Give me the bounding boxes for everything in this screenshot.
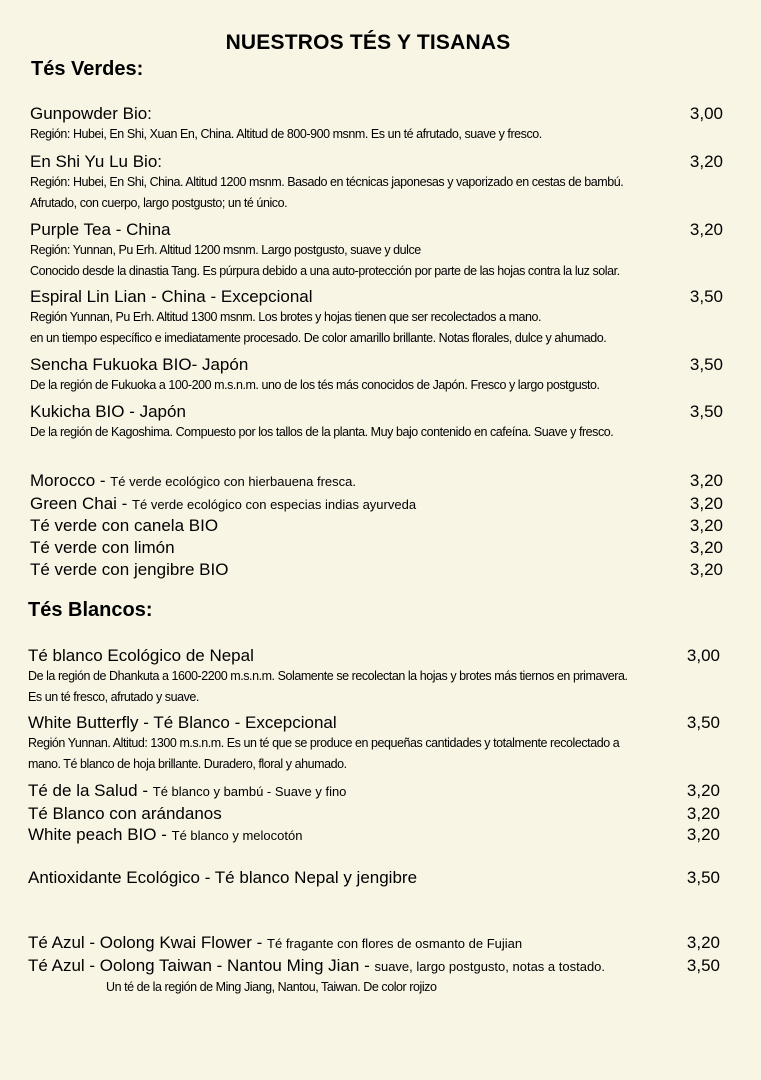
item-description: Afrutado, con cuerpo, largo postgusto; un té único. bbox=[30, 196, 288, 210]
item-inline-description: Té verde ecológico con especias indias ayurveda bbox=[132, 496, 417, 512]
list-item bbox=[28, 955, 721, 978]
item-price: 3,00 bbox=[689, 104, 723, 123]
list-item bbox=[30, 493, 724, 516]
list-item bbox=[30, 559, 724, 581]
list-item bbox=[30, 537, 724, 559]
item-name: Gunpowder Bio: bbox=[30, 104, 152, 123]
list-item bbox=[28, 803, 721, 825]
item-description: De la región de Dhankuta a 1600-2200 m.s.n.m. Solamente se recolectan la hojas y brotes más tiernos en primavera. bbox=[28, 669, 628, 683]
item-price: 3,20 bbox=[689, 493, 723, 513]
item-price: 3,20 bbox=[686, 933, 720, 952]
simple-list-green bbox=[30, 470, 724, 581]
item-inline-description: Té verde ecológico con hierbauena fresca. bbox=[110, 474, 357, 489]
item-description: en un tiempo específico e imediatamente procesado. De color amarillo brillante. Notas florales, dulce y ahumado. bbox=[30, 331, 607, 345]
item-price: 3,50 bbox=[689, 402, 723, 421]
item-price: 3,20 bbox=[686, 825, 720, 845]
item-name: Sencha Fukuoka BIO- Japón bbox=[30, 355, 249, 374]
menu-item bbox=[30, 286, 724, 349]
item-price: 3,50 bbox=[689, 355, 723, 374]
list-item bbox=[28, 780, 721, 803]
item-description: Un té de la región de Ming Jiang, Nantou, Taiwan. De color rojizo bbox=[106, 980, 437, 995]
item-name: Té Blanco con arándanos bbox=[28, 803, 222, 823]
item-price: 3,20 bbox=[689, 516, 723, 536]
item-price: 3,20 bbox=[689, 152, 723, 171]
item-name: Espiral Lin Lian - China - Excepcional bbox=[30, 287, 313, 306]
item-description: De la región de Kagoshima. Compuesto por los tallos de la planta. Muy bajo contenido en cafeína. Suave y fresco. bbox=[30, 425, 614, 439]
item-description: Conocido desde la dinastia Tang. Es púrpura debido a una auto-protección por parte de las hojas contra la luz solar. bbox=[30, 264, 620, 278]
item-inline-description: Té blanco y bambú - Suave y fino bbox=[152, 784, 347, 799]
item-name: Antioxidante Ecológico - Té blanco Nepal y jengibre bbox=[28, 868, 418, 887]
menu-item bbox=[30, 151, 724, 214]
item-inline-description: Té fragante con flores de osmanto de Fujian bbox=[267, 936, 523, 951]
item-description: Región Yunnan. Altitud: 1300 m.s.n.m. Es un té que se produce en pequeñas cantidades y totalmente recolectado a bbox=[28, 736, 620, 750]
item-name: Té Azul - Oolong Taiwan - Nantou Ming Jian - bbox=[28, 955, 375, 975]
item-description: mano. Té blanco de hoja brillante. Duradero, floral y ahumado. bbox=[28, 757, 347, 771]
menu-item bbox=[30, 401, 724, 443]
section-heading-green: Tés Verdes: bbox=[31, 58, 144, 80]
menu-item bbox=[30, 354, 724, 396]
item-description: Es un té fresco, afrutado y suave. bbox=[28, 690, 199, 704]
item-inline-description: suave, largo postgusto, notas a tostado. bbox=[374, 958, 606, 974]
simple-list-white bbox=[28, 780, 721, 847]
section-heading-white: Tés Blancos: bbox=[28, 599, 153, 621]
list-item bbox=[28, 824, 721, 847]
item-name: En Shi Yu Lu Bio: bbox=[30, 152, 163, 171]
item-price: 3,20 bbox=[689, 220, 723, 239]
item-inline-description: Té blanco y melocotón bbox=[171, 828, 303, 844]
item-price: 3,50 bbox=[686, 955, 720, 975]
item-price: 3,20 bbox=[689, 471, 723, 490]
item-name: Té de la Salud - bbox=[28, 781, 153, 800]
menu-item bbox=[28, 645, 721, 708]
item-price: 3,20 bbox=[689, 538, 723, 558]
item-price: 3,20 bbox=[686, 781, 720, 800]
item-price: 3,50 bbox=[686, 868, 720, 887]
item-name: White peach BIO - bbox=[28, 825, 172, 845]
item-name: Té Azul - Oolong Kwai Flower - bbox=[28, 933, 268, 952]
item-price: 3,20 bbox=[686, 803, 720, 823]
item-name: Té verde con limón bbox=[30, 538, 175, 558]
item-description: Región Yunnan, Pu Erh. Altitud 1300 msnm. Los brotes y hojas tienen que ser recolectados a mano. bbox=[30, 310, 542, 324]
page-title: NUESTROS TÉS Y TISANAS bbox=[225, 31, 511, 54]
item-name: White Butterfly - Té Blanco - Excepcional bbox=[28, 713, 337, 732]
list-item bbox=[28, 867, 721, 889]
item-price: 3,00 bbox=[686, 646, 720, 665]
item-name: Té verde con jengibre BIO bbox=[30, 559, 229, 579]
item-name: Kukicha BIO - Japón bbox=[30, 402, 186, 421]
item-name: Té verde con canela BIO bbox=[30, 516, 219, 536]
item-name: Green Chai - bbox=[30, 493, 133, 513]
item-price: 3,50 bbox=[689, 287, 723, 306]
menu-item bbox=[28, 712, 721, 775]
item-description: Región: Hubei, En Shi, China. Altitud 1200 msnm. Basado en técnicas japonesas y vaporizado en cestas de bambú. bbox=[30, 175, 624, 189]
simple-list-blue bbox=[28, 932, 721, 998]
item-price: 3,20 bbox=[689, 559, 723, 579]
list-item bbox=[30, 515, 724, 537]
item-name: Purple Tea - China bbox=[30, 220, 171, 239]
item-price: 3,50 bbox=[686, 713, 720, 732]
list-item bbox=[30, 470, 724, 493]
list-item bbox=[28, 932, 721, 955]
item-name: Té blanco Ecológico de Nepal bbox=[28, 646, 254, 665]
item-name: Morocco - bbox=[30, 471, 111, 490]
menu-item bbox=[30, 219, 724, 282]
menu-item bbox=[30, 103, 724, 145]
item-description: De la región de Fukuoka a 100-200 m.s.n.m. uno de los tés más conocidos de Japón. Fresco y largo postgusto. bbox=[30, 378, 600, 392]
item-description: Región: Yunnan, Pu Erh. Altitud 1200 msnm. Largo postgusto, suave y dulce bbox=[30, 243, 421, 257]
item-description: Región: Hubei, En Shi, Xuan En, China. Altitud de 800-900 msnm. Es un té afrutado, suave y fresco. bbox=[30, 127, 542, 141]
